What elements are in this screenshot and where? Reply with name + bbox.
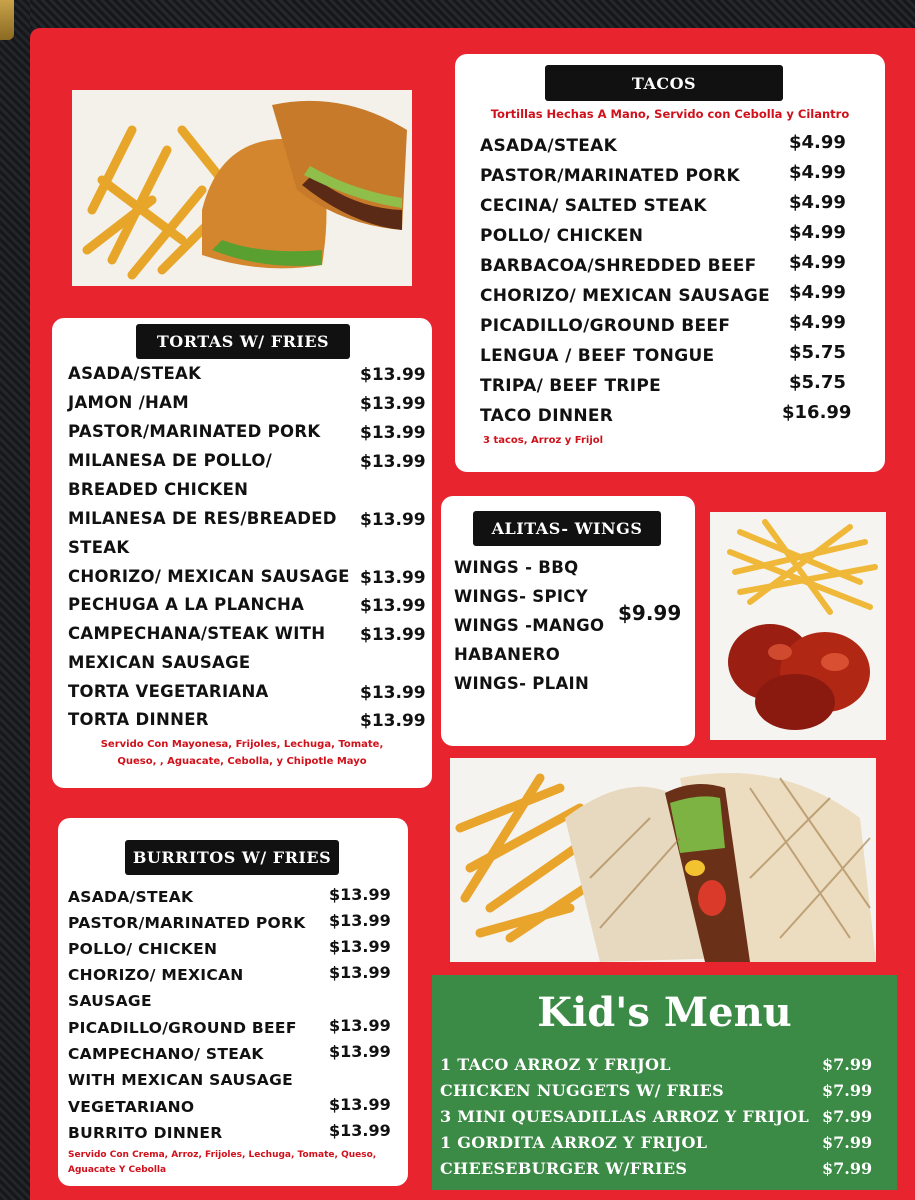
wings-photo (710, 512, 886, 740)
burrito-item-price: $13.99 (329, 911, 391, 930)
burrito-item-price: $13.99 (329, 1016, 391, 1035)
wings-item-name: WINGS- SPICY (454, 587, 588, 606)
torta-item-name: TORTA DINNER (68, 710, 209, 729)
burrito-item-price: $13.99 (329, 937, 391, 956)
taco-item-name: PASTOR/MARINATED PORK (480, 166, 740, 186)
binder-edge (0, 0, 30, 1200)
binder-clip (0, 0, 14, 40)
torta-item-price: $13.99 (360, 394, 426, 414)
kids-item-price: $7.99 (822, 1133, 873, 1152)
tortas-note (52, 736, 432, 770)
torta-item-price: $13.99 (360, 365, 426, 385)
burrito-item-price: $13.99 (329, 963, 391, 982)
taco-item-price: $16.99 (782, 402, 852, 423)
tacos-note: 3 tacos, Arroz y Frijol (483, 435, 604, 446)
burritos-note-line2: Aguacate Y Cebolla (68, 1165, 167, 1175)
tacos-subtitle: Tortillas Hechas A Mano, Servido con Cebolla y Cilantro (490, 107, 850, 121)
taco-item-price: $5.75 (789, 372, 846, 393)
torta-item-name: ASADA/STEAK (68, 364, 202, 383)
taco-item-price: $4.99 (789, 282, 846, 303)
wings-item-name: WINGS - BBQ (454, 558, 579, 577)
burrito-item-name: BURRITO DINNER (68, 1124, 223, 1142)
kids-item-name: 1 GORDITA ARROZ Y FRIJOL (440, 1133, 708, 1152)
binder-top (30, 0, 915, 28)
taco-item-name: CECINA/ SALTED STEAK (480, 196, 707, 216)
torta-item-name: TORTA VEGETARIANA (68, 682, 269, 701)
taco-item-name: TACO DINNER (480, 406, 614, 426)
burrito-item-name: CAMPECHANO/ STEAK (68, 1045, 264, 1063)
torta-item-name: MILANESA DE POLLO/ (68, 451, 273, 470)
torta-item-name: JAMON /HAM (68, 393, 189, 412)
kids-item-name: 1 TACO ARROZ Y FRIJOL (440, 1055, 671, 1074)
taco-item-price: $4.99 (789, 312, 846, 333)
kids-item-price: $7.99 (822, 1159, 873, 1178)
kids-item-price: $7.99 (822, 1055, 873, 1074)
taco-item-price: $4.99 (789, 162, 846, 183)
burrito-item-name: PICADILLO/GROUND BEEF (68, 1019, 297, 1037)
taco-item-price: $4.99 (789, 192, 846, 213)
burrito-item-name: CHORIZO/ MEXICAN (68, 966, 244, 984)
taco-item-price: $4.99 (789, 132, 846, 153)
taco-item-name: TRIPA/ BEEF TRIPE (480, 376, 662, 396)
torta-item-price: $13.99 (360, 625, 426, 645)
torta-photo (72, 90, 412, 286)
burrito-item-price: $13.99 (329, 1042, 391, 1061)
torta-item-name-line2: STEAK (68, 538, 130, 557)
burrito-item-name: POLLO/ CHICKEN (68, 940, 218, 958)
torta-item-price: $13.99 (360, 510, 426, 530)
burrito-item-price: $13.99 (329, 1121, 391, 1140)
burrito-item-price: $13.99 (329, 1095, 391, 1114)
taco-item-name: CHORIZO/ MEXICAN SAUSAGE (480, 286, 771, 306)
kids-item-price: $7.99 (822, 1081, 873, 1100)
kids-menu-panel (432, 975, 897, 1190)
torta-item-name: CAMPECHANA/STEAK WITH (68, 624, 326, 643)
burritos-header: BURRITOS W/ FRIES (125, 840, 339, 875)
tortas-header: TORTAS W/ FRIES (136, 324, 350, 359)
burritos-note-line1: Servido Con Crema, Arroz, Frijoles, Lechuga, Tomate, Queso, (68, 1150, 377, 1160)
torta-item-name-line2: MEXICAN SAUSAGE (68, 653, 251, 672)
torta-item-name: PASTOR/MARINATED PORK (68, 422, 321, 441)
torta-item-price: $13.99 (360, 711, 426, 731)
wings-item-name: WINGS -MANGO (454, 616, 605, 635)
tortas-note-line1: Servido Con Mayonesa, Frijoles, Lechuga, Tomate, (100, 739, 384, 750)
burrito-photo (450, 758, 876, 962)
kids-item-price: $7.99 (822, 1107, 873, 1126)
burritos-note (68, 1148, 376, 1178)
torta-item-price: $13.99 (360, 568, 426, 588)
torta-item-price: $13.99 (360, 452, 426, 472)
wings-price: $9.99 (618, 601, 682, 625)
kids-item-name: CHICKEN NUGGETS W/ FRIES (440, 1081, 724, 1100)
kids-item-name: CHEESEBURGER W/FRIES (440, 1159, 688, 1178)
torta-item-name: CHORIZO/ MEXICAN SAUSAGE (68, 567, 350, 586)
taco-item-name: POLLO/ CHICKEN (480, 226, 644, 246)
torta-item-price: $13.99 (360, 423, 426, 443)
kids-menu-title: Kid's Menu (537, 989, 792, 1036)
torta-item-name-line2: BREADED CHICKEN (68, 480, 249, 499)
torta-item-name: MILANESA DE RES/BREADED (68, 509, 337, 528)
wings-item-name: WINGS- PLAIN (454, 674, 590, 693)
taco-item-price: $5.75 (789, 342, 846, 363)
wings-header: ALITAS- WINGS (473, 511, 661, 546)
taco-item-price: $4.99 (789, 252, 846, 273)
taco-item-price: $4.99 (789, 222, 846, 243)
taco-item-name: ASADA/STEAK (480, 136, 618, 156)
tortas-note-line2: Queso, , Aguacate, Cebolla, y Chipotle Mayo (117, 756, 367, 767)
kids-item-name: 3 MINI QUESADILLAS ARROZ Y FRIJOL (440, 1107, 810, 1126)
burrito-item-name: PASTOR/MARINATED PORK (68, 914, 306, 932)
torta-item-price: $13.99 (360, 596, 426, 616)
wings-item-name: HABANERO (454, 645, 561, 664)
burrito-item-name-line2: WITH MEXICAN SAUSAGE (68, 1071, 294, 1089)
taco-item-name: PICADILLO/GROUND BEEF (480, 316, 731, 336)
burrito-item-name: ASADA/STEAK (68, 888, 194, 906)
torta-item-name: PECHUGA A LA PLANCHA (68, 595, 305, 614)
tacos-header: TACOS (545, 65, 783, 101)
burrito-item-price: $13.99 (329, 885, 391, 904)
burrito-item-name: VEGETARIANO (68, 1098, 195, 1116)
burrito-item-name-line2: SAUSAGE (68, 992, 152, 1010)
taco-item-name: BARBACOA/SHREDDED BEEF (480, 256, 757, 276)
taco-item-name: LENGUA / BEEF TONGUE (480, 346, 715, 366)
torta-item-price: $13.99 (360, 683, 426, 703)
